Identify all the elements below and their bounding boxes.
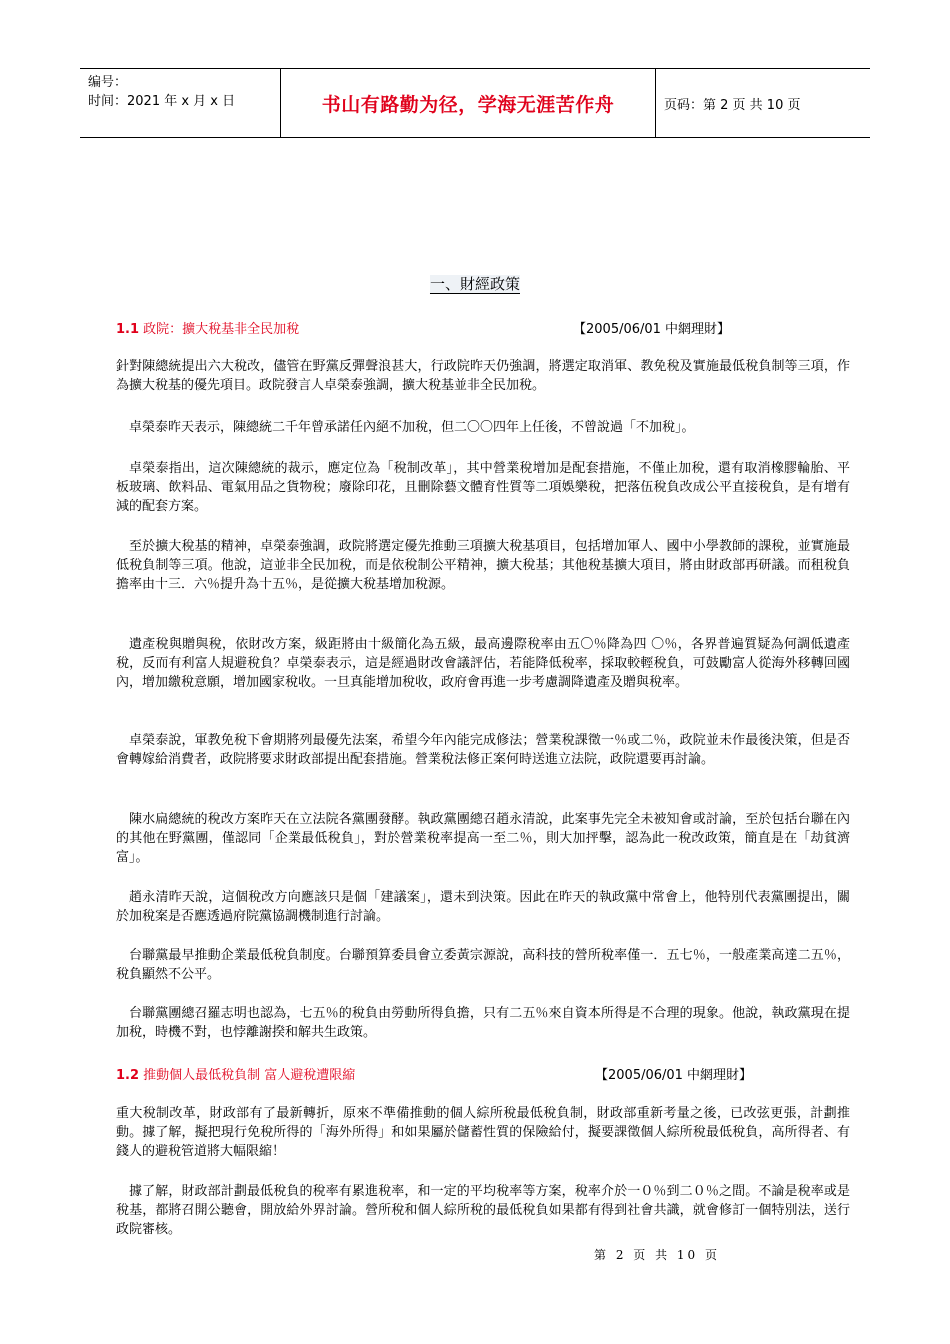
page-header bbox=[80, 68, 870, 138]
article-1-paragraph: 至於擴大稅基的精神，卓榮泰強調，政院將選定優先推動三項擴大稅基項目，包括增加軍人、國中小學教師的課稅，並實施最低稅負制等三項。他說，這並非全民加稅，而是依稅制公平精神，擴大稅基；其他稅基擴大項目，將由財政部再研議。而租稅負擔率由十三．六％提升為十五％，是從擴大稅基增加稅源。 bbox=[116, 539, 850, 592]
article-1-paragraph: 卓榮泰說，軍教免稅下會期將列最優先法案，希望今年內能完成修法；營業稅課徵一％或二％，政院並未作最後決策，但是否會轉嫁給消費者，政院將要求財政部提出配套措施。營業稅法修正案何時送進立法院，政院還要再討論。 bbox=[116, 733, 850, 767]
section-title-wrap bbox=[0, 273, 950, 294]
article-1-paragraph: 趙永清昨天說，這個稅改方向應該只是個「建議案」，還未到決策。因此在昨天的執政黨中常會上，他特別代表黨團提出，關於加稅案是否應透過府院黨協調機制進行討論。 bbox=[116, 890, 850, 924]
article-2-paragraph: 重大稅制改革，財政部有了最新轉折，原來不準備推動的個人綜所稅最低稅負制，財政部重新考量之後，已改弦更張，計劃推動。據了解，擬把現行免稅所得的「海外所得」和如果屬於儲蓄性質的保險給付，擬要課徵個人綜所稅最低稅負，高所得者、有錢人的避稅管道將大幅限縮！ bbox=[116, 1106, 850, 1159]
article-1-number: 1.1 bbox=[116, 322, 140, 337]
article-2-source: 【2005/06/01 中網理財】 bbox=[595, 1068, 753, 1083]
article-1-paragraph: 台聯黨最早推動企業最低稅負制度。台聯預算委員會立委黃宗源說，高科技的營所稅率僅一．五七％，一般產業高達二五％，稅負顯然不公平。 bbox=[116, 948, 850, 982]
header-page-label: 页码：第 2 页 共 10 页 bbox=[664, 97, 801, 113]
time-label: 时间：2021 年 x 月 x 日 bbox=[88, 94, 236, 109]
article-1-paragraph: 針對陳總統提出六大稅改，儘管在野黨反彈聲浪甚大，行政院昨天仍強調，將選定取消軍、教免稅及實施最低稅負制等三項，作為擴大稅基的優先項目。政院發言人卓榮泰強調，擴大稅基並非全民加稅。 bbox=[116, 359, 850, 393]
article-1-title bbox=[116, 322, 299, 337]
article-2-paragraph: 據了解，財政部計劃最低稅負的稅率有累進稅率，和一定的平均稅率等方案，稅率介於一０％到二０％之間。不論是稅率或是稅基，都將召開公聽會，開放給外界討論。營所稅和個人綜所稅的最低稅負如果都有得到社會共識，就會修訂一個特別法，送行政院審核。 bbox=[116, 1184, 850, 1237]
article-2-title-text: 推動個人最低稅負制 富人避稅遭限縮 bbox=[139, 1068, 356, 1083]
header-meta bbox=[80, 69, 281, 137]
article-2-title bbox=[116, 1068, 355, 1083]
article-2-number: 1.2 bbox=[116, 1068, 140, 1083]
header-motto: 书山有路勤为径，学海无涯苦作舟 bbox=[281, 69, 656, 137]
article-2-heading bbox=[116, 1064, 870, 1084]
article-1-source: 【2005/06/01 中網理財】 bbox=[573, 322, 731, 337]
article-1-heading bbox=[116, 318, 870, 338]
article-1-paragraph: 陳水扁總統的稅改方案昨天在立法院各黨團發酵。執政黨團總召趙永清說，此案事先完全未被知會或討論，至於包括台聯在內的其他在野黨團，僅認同「企業最低稅負」，對於營業稅率提高一至二％，則大加抨擊，認為此一稅改政策，簡直是在「劫貧濟富」。 bbox=[116, 812, 850, 865]
number-label: 编号： bbox=[88, 75, 128, 90]
article-1-paragraph: 遺產稅與贈與稅，依財改方案，級距將由十級簡化為五級，最高邊際稅率由五〇％降為四 〇％，各界普遍質疑為何調低遺產稅，反而有利富人規避稅負？卓榮泰表示，這是經過財改會議評估，若能降低稅率，採取較輕稅負，可鼓勵富人從海外移轉回國內，增加繳稅意願，增加國家稅收。一旦真能增加稅收，政府會再進一步考慮調降遺產及贈與稅率。 bbox=[116, 637, 850, 690]
article-1-paragraph: 卓榮泰昨天表示，陳總統二千年曾承諾任內絕不加稅，但二〇〇四年上任後，不曾說過「不加稅」。 bbox=[129, 420, 695, 435]
section-title: 一、財經政策 bbox=[429, 275, 520, 293]
article-1-paragraph: 卓榮泰指出，這次陳總統的裁示，應定位為「稅制改革」，其中營業稅增加是配套措施，不僅止加稅，還有取消橡膠輪胎、平板玻璃、飲料品、電氣用品之貨物稅；廢除印花，且刪除藝文體育性質等二項娛樂稅，把落伍稅負改成公平直接稅負，是有增有減的配套方案。 bbox=[116, 461, 850, 514]
page-footer: 第 2 页 共 10 页 bbox=[594, 1248, 720, 1262]
article-1-paragraph: 台聯黨團總召羅志明也認為，七五％的稅負由勞動所得負擔，只有二五％來自資本所得是不合理的現象。他說，執政黨現在提加稅，時機不對，也悖離謝揆和解共生政策。 bbox=[116, 1006, 850, 1040]
article-1-title-text: 政院：擴大稅基非全民加稅 bbox=[139, 322, 300, 337]
